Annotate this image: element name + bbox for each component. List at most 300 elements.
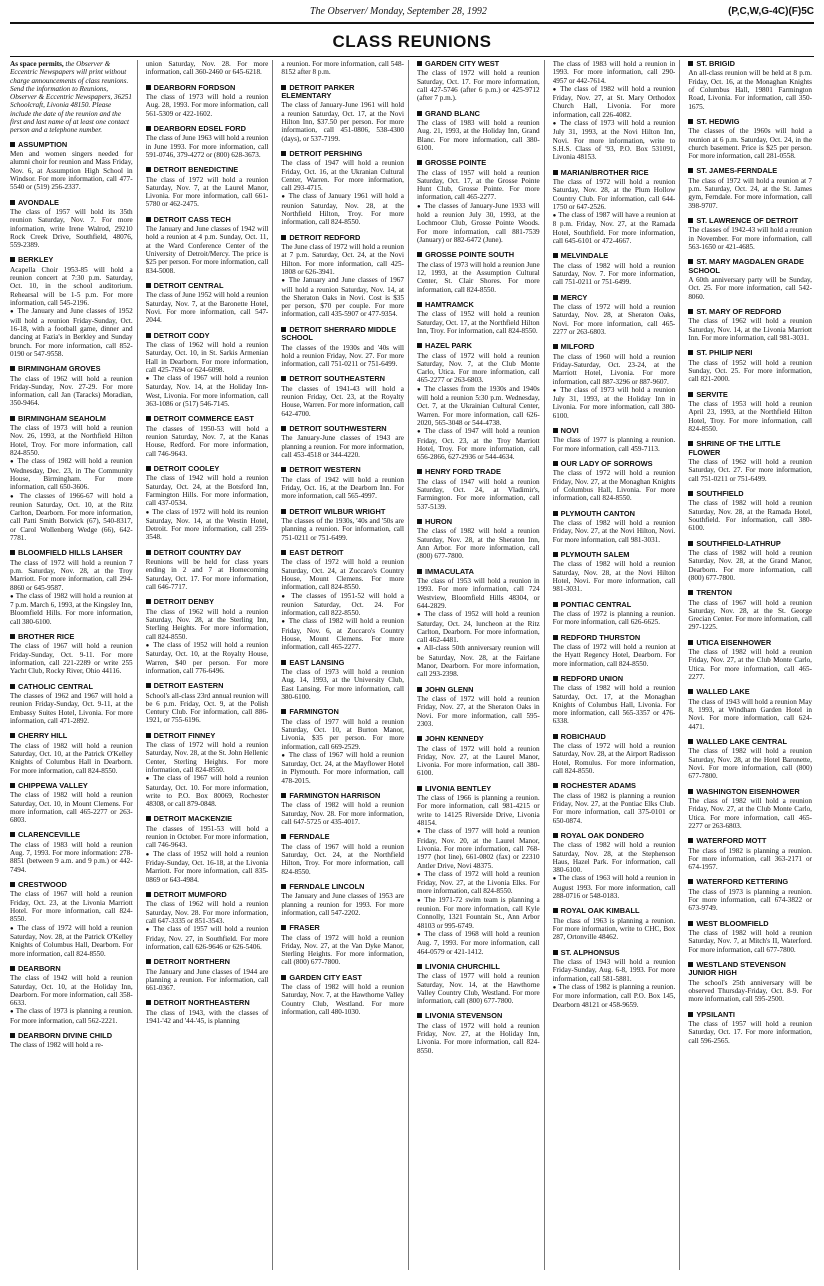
school-heading bbox=[688, 540, 812, 548]
reunion-detail: ● The class of 1957 will hold a reunion Friday, Nov. 27, in Southfield. For more information, call 626-9646 or 626-5406. bbox=[146, 925, 269, 951]
reunion-detail: The school's 25th anniversary will be observed Thursday-Friday, Oct. 8-9. For more information, call 595-2500. bbox=[688, 978, 812, 1004]
square-bullet-icon bbox=[281, 550, 286, 555]
reunion-detail: ● The class of 1973 will hold a reunion July 31, 1993, at the Novi Hilton Inn, Novi. For more information, write to S.H.S. Class of '93, P.O. Box 531091, Livonia 48153. bbox=[553, 119, 676, 161]
reunion-detail: The class of 1972 will hold a reunion Friday, Nov. 27, at the Sheraton Oaks in Novi. For more information, call 595-2303. bbox=[416, 694, 540, 728]
school-name: HAMTRAMCK bbox=[424, 299, 474, 309]
square-bullet-icon bbox=[417, 343, 422, 348]
school-heading bbox=[10, 1032, 133, 1040]
reunion-detail: The classes of the 1930s and '40s will hold a reunion Friday, Nov. 27. For more information, call 751-0211 or 751-6499. bbox=[281, 343, 404, 369]
reunion-entry bbox=[10, 365, 133, 408]
reunion-entry bbox=[10, 549, 133, 626]
square-bullet-icon bbox=[417, 687, 422, 692]
reunion-detail: The class of 1972 will hold a reunion Friday, Nov. 27, at the Monaghan Knights of Columbus Hall, Livonia. For more information, call 824-8550. bbox=[552, 469, 676, 503]
school-name: FRASER bbox=[289, 923, 320, 933]
reunion-detail: The January and June classes of 1944 are planning a reunion. For information, call 661-0367. bbox=[145, 967, 269, 993]
square-bullet-icon bbox=[553, 676, 558, 681]
reunion-detail: ● The class of 1947 will hold a reunion Friday, Oct. 23, at the Troy Marriott Hotel, Troy. For more information, call 656-2866, 627-2936 or 544-4634. bbox=[417, 427, 540, 461]
school-heading bbox=[10, 365, 133, 373]
reunion-detail: Men and women singers needed for alumni choir for reunion and Mass Friday, Nov. 6, at Assumption High School in Windsor. For more information, call 477-5540 or (519) 256-2337. bbox=[10, 150, 133, 192]
reunion-entry bbox=[10, 1032, 133, 1050]
square-bullet-icon bbox=[688, 309, 693, 314]
school-heading bbox=[688, 920, 812, 928]
school-heading bbox=[688, 167, 812, 175]
school-heading bbox=[146, 815, 269, 823]
square-bullet-icon bbox=[688, 491, 693, 496]
school-name: GROSSE POINTE SOUTH bbox=[424, 250, 515, 260]
reunion-detail: The class of 1962 will hold a reunion Saturday, Nov. 28. For more information, call 647-3335 or 851-3543. bbox=[145, 900, 269, 925]
school-name: DETROIT MACKENZIE bbox=[153, 814, 233, 824]
school-heading bbox=[281, 150, 404, 158]
reunion-entry bbox=[417, 342, 540, 461]
school-name: SOUTHFIELD bbox=[696, 488, 744, 498]
reunion-detail: The class of 1943 will hold a reunion May 8, 1993, at Windham Garden Hotel in Novi. For more information, call 624-4471. bbox=[688, 697, 812, 731]
school-name: MARIAN/BROTHER RICE bbox=[560, 167, 649, 177]
square-bullet-icon bbox=[10, 882, 15, 887]
school-name: DETROIT REDFORD bbox=[289, 232, 361, 242]
square-bullet-icon bbox=[10, 832, 15, 837]
school-name: SERVITE bbox=[696, 389, 728, 399]
reunion-entry bbox=[281, 792, 404, 826]
square-bullet-icon bbox=[10, 366, 15, 371]
school-heading bbox=[281, 425, 404, 433]
square-bullet-icon bbox=[688, 259, 693, 264]
reunion-entry bbox=[281, 60, 404, 77]
reunion-detail: The class of 1983 will hold a reunion Aug. 21, 1993, at the Holiday Inn, Grand Blanc. For more information, call 380-6100. bbox=[416, 119, 540, 152]
school-name: ST. JAMES-FERNDALE bbox=[696, 166, 778, 176]
school-name: CHERRY HILL bbox=[18, 731, 68, 741]
reunion-detail: The January and June classes of 1942 will hold a reunion at 4 p.m. Sunday, Oct. 11, at the Ward Conference Center of the University of Detroit/Mercy. The price is $25 per person. For more information, call 834-5008. bbox=[145, 225, 269, 275]
reunion-detail: The class of 1962 will hold a reunion Saturday, Oct. 10, in St. Sarkis Armenian Hall in Dearborn. For more information, call 425-7694 or 624-6098. bbox=[145, 340, 269, 374]
reunion-detail: ● The class of 1973 is planning a reunion. For more information, call 562-2221. bbox=[10, 1007, 133, 1025]
square-bullet-icon bbox=[146, 892, 151, 897]
reunion-entry bbox=[417, 963, 540, 1006]
school-heading bbox=[553, 782, 676, 790]
reunion-columns bbox=[10, 60, 816, 1270]
school-name: WALLED LAKE CENTRAL bbox=[696, 736, 788, 746]
school-heading bbox=[688, 589, 812, 597]
school-heading bbox=[417, 110, 540, 118]
reunion-detail: The class of 1982 will hold a reunion Saturday, Oct. 10, in Mount Clemens. For more information, call 465-2277 or 263-6803. bbox=[10, 791, 133, 825]
school-heading bbox=[553, 510, 676, 518]
reunion-entry bbox=[10, 633, 133, 676]
school-heading bbox=[417, 568, 540, 576]
reunion-entry bbox=[146, 682, 269, 725]
reunion-entry bbox=[10, 256, 133, 358]
school-heading bbox=[146, 332, 269, 340]
reunion-detail: ● The January and June classes of 1967 will hold a reunion Saturday, Nov. 14, at the Sheraton Oaks in Novi. Cost is $35 per person, $70 per couple. For more information, call 435-5907 or 477-9354. bbox=[281, 276, 404, 318]
square-bullet-icon bbox=[417, 736, 422, 741]
column-1 bbox=[10, 60, 138, 1270]
reunion-detail: The classes of 1951-53 will hold a reunion in October. For more information, call 746-9643. bbox=[145, 824, 269, 850]
reunion-entry bbox=[281, 508, 404, 542]
school-heading bbox=[146, 598, 269, 606]
column-5 bbox=[553, 60, 681, 1270]
school-heading bbox=[146, 549, 269, 557]
reunion-entry bbox=[553, 169, 676, 246]
school-name: ST. MARY MAGDALEN GRADE SCHOOL bbox=[688, 257, 804, 275]
reunion-detail: The class of 1963 is planning a reunion. For more information, write to CHC, Box 287, Ortonville 48462. bbox=[552, 916, 676, 942]
reunion-entry bbox=[146, 60, 269, 77]
reunion-detail: The class of 1977 will hold a reunion Saturday, Oct. 10, at Burton Manor, Livonia, $35 per person. For more information, call 669-2529. bbox=[281, 717, 404, 751]
school-name: CATHOLIC CENTRAL bbox=[18, 681, 93, 691]
reunion-detail: Reunions will be held for class years ending in 2 and 7 at Homecoming Saturday, Oct. 17. For more information, call 646-7717. bbox=[145, 558, 269, 592]
square-bullet-icon bbox=[417, 302, 422, 307]
square-bullet-icon bbox=[281, 85, 286, 90]
school-name: ST. PHILIP NERI bbox=[696, 348, 753, 358]
reunion-entry bbox=[146, 815, 269, 883]
school-name: WASHINGTON EISENHOWER bbox=[696, 786, 800, 796]
reunion-entry bbox=[146, 332, 269, 409]
school-name: DETROIT BENEDICTINE bbox=[153, 165, 239, 175]
reunion-detail: The classes of 1962 and 1967 will hold a reunion Friday-Sunday, Oct. 9-11, at the Embassy Suites Hotel, Livonia. For more information, call 471-2892. bbox=[10, 692, 133, 725]
reunion-entry bbox=[146, 891, 269, 951]
square-bullet-icon bbox=[146, 1000, 151, 1005]
school-heading bbox=[688, 308, 812, 316]
school-name: DETROIT NORTHEASTERN bbox=[153, 998, 250, 1008]
reunion-entry bbox=[553, 675, 676, 726]
column-2 bbox=[146, 60, 274, 1270]
square-bullet-icon bbox=[10, 1033, 15, 1038]
reunion-entry bbox=[688, 788, 812, 831]
reunion-entry bbox=[553, 733, 676, 776]
school-heading bbox=[146, 166, 269, 174]
square-bullet-icon bbox=[417, 786, 422, 791]
reunion-entry bbox=[688, 60, 812, 111]
square-bullet-icon bbox=[281, 709, 286, 714]
reunion-entry bbox=[10, 881, 133, 958]
school-name: CRESTWOOD bbox=[18, 880, 67, 890]
square-bullet-icon bbox=[10, 416, 15, 421]
edition-code: (P,C,W,G-4C)(F)5C bbox=[728, 6, 814, 17]
reunion-detail: ● The January and June classes of 1952 will hold a reunion Friday-Sunday, Oct. 16-18, with a football game, dinner and dancing at Fazia's in Berkley and Sunday brunch. For more information, call 852-0190 or 547-9558. bbox=[10, 307, 133, 358]
school-name: DETROIT COOLEY bbox=[153, 463, 220, 473]
school-name: WEST BLOOMFIELD bbox=[696, 918, 769, 928]
school-name: REDFORD THURSTON bbox=[560, 632, 641, 642]
intro-notice bbox=[10, 60, 133, 135]
reunion-detail: ● The class of 1967 will hold a reunion Saturday, Oct. 10. For more information, write to P.O. Box 80069, Rochester 48308, or call 879-0848. bbox=[146, 774, 269, 808]
reunion-entry bbox=[688, 639, 812, 682]
reunion-detail: The classes of 1942-43 will hold a reunion in November. For more information, call 563-1650 or 421-4685. bbox=[688, 226, 812, 252]
square-bullet-icon bbox=[688, 640, 693, 645]
reunion-detail: The class of 1982 is planning a reunion. For more information, call 363-2171 or 674-1957. bbox=[688, 846, 812, 872]
reunion-detail: The class of 1982 will hold a reunion Friday, Nov. 27, at the Novi Hilton, Novi. For more information, call 981-3031. bbox=[552, 519, 676, 544]
reunion-detail: ● The class of 1967 will hold a reunion Saturday, Nov. 14, at the Holiday Inn-West, Livonia. For more information, call 363-1086 or (517) 546-7145. bbox=[146, 374, 269, 408]
school-heading bbox=[688, 878, 812, 886]
reunion-entry bbox=[146, 84, 269, 118]
reunion-detail: The class of 1972 will hold a reunion Saturday, Nov. 28, at the Airport Radisson Hotel, Romulus. For more information, call 824-8550. bbox=[552, 742, 676, 775]
school-name: GRAND BLANC bbox=[424, 108, 480, 118]
school-name: GARDEN CITY WEST bbox=[424, 60, 500, 68]
school-heading bbox=[146, 682, 269, 690]
reunion-detail: ● The class of 1987 will have a reunion at 8 p.m. Friday, Nov. 27, at the Ramada Hotel, Southfield. For more information, call 645-6101 or 472-4667. bbox=[553, 211, 676, 245]
square-bullet-icon bbox=[688, 168, 693, 173]
school-heading bbox=[281, 659, 404, 667]
reunion-detail: The class of 1977 is planning a reunion. For more information, call 459-7113. bbox=[552, 436, 676, 453]
school-heading bbox=[553, 427, 676, 435]
square-bullet-icon bbox=[553, 295, 558, 300]
school-name: DETROIT CODY bbox=[153, 330, 210, 340]
square-bullet-icon bbox=[281, 975, 286, 980]
reunion-detail: The class of 1972 will hold a reunion Saturday, Oct. 24, at Zuccaro's Country House, Mount Clemens. For more information, call 824-8550. bbox=[281, 558, 404, 592]
school-name: DETROIT SHERRARD MIDDLE SCHOOL bbox=[281, 324, 397, 343]
school-name: LIVONIA STEVENSON bbox=[424, 1011, 503, 1021]
reunion-entry bbox=[417, 251, 540, 294]
reunion-detail: The class of 1972 will hold a reunion 7 p.m. Saturday, Nov. 28, at the Troy Marriott. For more information, call 294-8860 or 645-9587. bbox=[10, 558, 133, 592]
school-heading bbox=[281, 792, 404, 800]
school-heading bbox=[281, 375, 404, 383]
reunion-entry bbox=[688, 738, 812, 781]
square-bullet-icon bbox=[417, 252, 422, 257]
school-name: WATERFORD MOTT bbox=[696, 836, 767, 846]
square-bullet-icon bbox=[281, 327, 286, 332]
school-heading bbox=[553, 634, 676, 642]
reunion-entry bbox=[417, 301, 540, 335]
reunion-detail: ● The class of 1972 will hold a reunion Saturday, Nov. 28, at the Patrick O'Kelley Knights of Columbus Hall, Dearborn. For more information, call 824-8550. bbox=[10, 924, 133, 958]
square-bullet-icon bbox=[553, 428, 558, 433]
reunion-entry bbox=[417, 60, 540, 103]
school-heading bbox=[281, 234, 404, 242]
square-bullet-icon bbox=[688, 392, 693, 397]
reunion-entry bbox=[553, 294, 676, 337]
square-bullet-icon bbox=[417, 61, 422, 66]
reunion-detail: The class of 1967 will hold a reunion Friday, Oct. 23, at the Livonia Marriott Hotel. For more information, call 824-8550. bbox=[10, 890, 133, 924]
school-name: BROTHER RICE bbox=[18, 632, 75, 642]
square-bullet-icon bbox=[688, 921, 693, 926]
school-heading bbox=[417, 301, 540, 309]
reunion-detail: The class of 1982 will hold a re- bbox=[10, 1041, 104, 1050]
reunion-detail: The class of 1942 will hold a reunion Saturday, Oct. 10, at the Holiday Inn, Dearborn. For more information, call 358-6633. bbox=[10, 974, 133, 1008]
reunion-detail: The class of 1982 will hold a reunion Saturday, Nov. 28. For more information, call 647-5725 or 435-4017. bbox=[281, 801, 404, 826]
reunion-detail: The classes of 1950-53 will hold a reunion Saturday, Nov. 7, at the Kanas House, Redford. For more information, call 746-9643. bbox=[145, 424, 269, 458]
reunion-detail: The class of 1982 is planning a reunion Friday, Nov. 27, at the Pontiac Elks Club. For more information, call 375-0101 or 650-0874. bbox=[552, 791, 676, 825]
headline-rule bbox=[10, 56, 814, 57]
school-name: DETROIT COUNTRY DAY bbox=[153, 547, 242, 557]
reunion-entry bbox=[688, 118, 812, 161]
school-name: FERNDALE LINCOLN bbox=[289, 881, 365, 891]
page-title: CLASS REUNIONS bbox=[332, 32, 492, 51]
top-rule bbox=[10, 22, 814, 24]
square-bullet-icon bbox=[281, 793, 286, 798]
publication-line: The Observer/ Monday, September 28, 1992 bbox=[310, 6, 487, 17]
square-bullet-icon bbox=[688, 350, 693, 355]
intro-lead: As space permits, bbox=[10, 60, 64, 68]
school-heading bbox=[688, 391, 812, 399]
reunion-detail: The class of 1973 will hold a reunion Nov. 26, 1993, at the Northfield Hilton Hotel, Troy. For more information, call 824-8550. bbox=[10, 424, 133, 458]
reunion-entry bbox=[688, 589, 812, 632]
reunion-detail: ● The class of 1982 will hold a reunion Friday, Nov. 27, at St. Mary Orthodox Church Hall, Livonia. For more information, call 226-4082. bbox=[553, 85, 676, 119]
square-bullet-icon bbox=[553, 511, 558, 516]
school-heading bbox=[553, 252, 676, 260]
reunion-entry bbox=[553, 427, 676, 453]
square-bullet-icon bbox=[553, 783, 558, 788]
school-name: DEARBORN DIVINE CHILD bbox=[18, 1031, 113, 1040]
reunion-detail: ● The class of 1952 will hold a reunion Friday-Sunday, Oct. 16-18, at the Livonia Marriott. For more information, call 835-0869 or 643-4984. bbox=[146, 850, 269, 884]
school-name: UTICA EISENHOWER bbox=[696, 637, 772, 647]
school-name: MELVINDALE bbox=[560, 251, 609, 261]
reunion-entry bbox=[688, 1011, 812, 1045]
school-heading bbox=[10, 782, 133, 790]
reunion-detail: The class of 1972 will hold a reunion Saturday, Nov. 28, at Sheraton Oaks, Novi. For more information, call 465-2277 or 263-6803. bbox=[552, 303, 676, 336]
square-bullet-icon bbox=[688, 119, 693, 124]
school-heading bbox=[417, 60, 540, 68]
school-name: ASSUMPTION bbox=[18, 139, 68, 149]
school-name: DETROIT SOUTHEASTERN bbox=[289, 374, 385, 384]
school-name: DETROIT EASTERN bbox=[153, 681, 224, 691]
square-bullet-icon bbox=[553, 635, 558, 640]
reunion-entry bbox=[281, 974, 404, 1017]
masthead bbox=[10, 6, 814, 20]
school-name: OUR LADY OF SORROWS bbox=[560, 459, 653, 469]
column-4 bbox=[417, 60, 545, 1270]
reunion-detail: The class of 1957 will hold its 35th reunion Saturday, Nov. 7. For more information, write Irene Walrod, 29210 Rock Creek Drive, Southfield, 48076, 559-2389. bbox=[10, 207, 133, 250]
school-heading bbox=[688, 258, 812, 275]
school-heading bbox=[553, 294, 676, 302]
school-heading bbox=[417, 159, 540, 167]
square-bullet-icon bbox=[688, 789, 693, 794]
reunion-detail: ● The class of 1982 will hold a reunion Friday, Nov. 6, at Zuccaro's Country House, Mount Clemens. For more information, call 465-2277. bbox=[281, 617, 404, 651]
reunion-entry bbox=[417, 785, 540, 956]
square-bullet-icon bbox=[10, 550, 15, 555]
school-name: EAST LANSING bbox=[289, 657, 345, 667]
school-heading bbox=[553, 551, 676, 559]
reunion-detail: The class of 1972 will hold a reunion Friday, Nov. 27, at the Laurel Manor, Livonia. For more information, call 380-6100. bbox=[416, 744, 540, 778]
school-heading bbox=[10, 831, 133, 839]
reunion-entry bbox=[281, 425, 404, 459]
reunion-entry bbox=[553, 601, 676, 627]
reunion-detail: The class of 1977 will hold a reunion Saturday, Nov. 14, at the Hawthorne Valley Country Club, Westland. For more information, call (800) 677-7800. bbox=[416, 972, 540, 1006]
school-name: BIRMINGHAM SEAHOLM bbox=[18, 413, 106, 423]
reunion-detail: The class of 1957 will hold a reunion Saturday, Oct. 17, at the Grosse Pointe Hunt Club, Grosse Pointe. For more information, call 465-2277. bbox=[416, 168, 540, 202]
reunion-detail: The January and June classes of 1953 are planning a reunion for 1993. For more information, call 547-2202. bbox=[281, 892, 404, 917]
reunion-detail: ● The class of 1973 will hold a reunion July 31, 1993, at the Holiday Inn in Livonia. For more information, call 380-6100. bbox=[553, 386, 676, 420]
square-bullet-icon bbox=[688, 1012, 693, 1017]
reunion-detail: ● The class of 1972 will hold its reunion Saturday, Nov. 14, at the Westin Hotel, Detroit. For more information, call 259-3548. bbox=[146, 508, 269, 542]
reunion-detail: A 60th anniversary party will be Sunday, Oct. 25. For more information, call 542-8060. bbox=[688, 276, 812, 301]
school-name: FERNDALE bbox=[289, 832, 330, 842]
reunion-entry bbox=[553, 832, 676, 900]
square-bullet-icon bbox=[281, 925, 286, 930]
school-name: FARMINGTON bbox=[289, 707, 339, 717]
school-name: ROYAL OAK KIMBALL bbox=[560, 906, 640, 916]
school-name: ST. ALPHONSUS bbox=[560, 947, 620, 957]
square-bullet-icon bbox=[688, 879, 693, 884]
reunion-entry bbox=[688, 688, 812, 731]
reunion-detail: ● The class of 1952 will hold a reunion Saturday, Oct. 24, luncheon at the Ritz Carlton, Dearborn. For more information, call 462-4481. bbox=[417, 610, 540, 644]
column-3 bbox=[281, 60, 409, 1270]
reunion-entry bbox=[146, 958, 269, 992]
school-name: DETROIT PARKER ELEMENTARY bbox=[281, 82, 355, 100]
reunion-entry bbox=[10, 965, 133, 1025]
reunion-detail: ● The class of 1972 will hold a reunion Friday, Nov. 27, at the Livonia Elks. For more information, call 824-8550. bbox=[417, 870, 540, 896]
school-heading bbox=[553, 601, 676, 609]
reunion-detail: a reunion. For more information, call 548-8152 after 8 p.m. bbox=[281, 60, 404, 77]
reunion-detail: The class of 1962 will hold a reunion Saturday, Nov. 28, at the Sterling Inn, Sterling Heights. For more information, call 824-8550. bbox=[145, 607, 269, 641]
square-bullet-icon bbox=[688, 838, 693, 843]
reunion-detail: The class of 1983 will hold a reunion in 1993. For more information, call 290-4957 or 442-7614. bbox=[552, 60, 676, 85]
reunion-entry bbox=[688, 349, 812, 383]
reunion-entry bbox=[688, 167, 812, 210]
square-bullet-icon bbox=[281, 509, 286, 514]
school-heading bbox=[688, 639, 812, 647]
square-bullet-icon bbox=[146, 283, 151, 288]
square-bullet-icon bbox=[688, 590, 693, 595]
school-heading bbox=[688, 788, 812, 796]
reunion-detail: ● The 1971-72 swim team is planning a reunion. For more information, call Kyle Connolly, 1321 Fountain St., Ann Arbor 48103 or 995-6749. bbox=[417, 896, 540, 930]
reunion-detail: The class of 1982 will hold a reunion Saturday, Nov. 28, at the Ramada Hotel, Southfield. For information, call 380-6100. bbox=[688, 499, 812, 533]
reunion-entry bbox=[10, 831, 133, 874]
reunion-entry bbox=[281, 549, 404, 652]
reunion-detail: ● The class of 1982 will hold a reunion Wednesday, Dec. 23, in The Community House, Birmingham. For more information, call 650-3606. bbox=[10, 457, 133, 491]
reunion-entry bbox=[688, 540, 812, 583]
reunion-detail: The class of 1972 will hold a reunion Friday, Nov. 27, at the Holiday Inn, Livonia. For more information, call 824-8550. bbox=[416, 1021, 540, 1055]
square-bullet-icon bbox=[10, 200, 15, 205]
square-bullet-icon bbox=[417, 569, 422, 574]
school-heading bbox=[281, 549, 404, 557]
reunion-detail: The class of 1982 will hold a reunion Saturday, Oct. 10, at the Patrick O'Kelley Knights of Columbus Hall in Dearborn. For more information, call 824-8550. bbox=[10, 741, 133, 775]
reunion-entry bbox=[417, 518, 540, 561]
reunion-detail: The class of 1982 will hold a reunion Saturday, Nov. 7, at the Hawthorne Valley Country Club, Westland. For more information, call 480-1030. bbox=[281, 983, 404, 1017]
school-heading bbox=[417, 735, 540, 743]
reunion-detail: The class of 1982 will hold a reunion Saturday, Nov. 7, at Mitch's II, Waterford. For more information, call 677-7800. bbox=[688, 929, 812, 954]
reunion-detail: The class of 1962 will hold a reunion Friday-Sunday, Nov. 27-29. For more information, call Jan (Taracks) Moradian, 350-9464. bbox=[10, 374, 133, 408]
reunion-entry bbox=[281, 84, 404, 143]
reunion-detail: The class of 1972 will hold a reunion Saturday, Nov. 7, at the Club Monte Carlo, Utica. For more information, call 465-2277 or 263-6803. bbox=[416, 351, 540, 385]
reunion-entry bbox=[553, 907, 676, 941]
square-bullet-icon bbox=[417, 111, 422, 116]
reunion-entry bbox=[553, 460, 676, 503]
school-heading bbox=[10, 633, 133, 641]
square-bullet-icon bbox=[417, 519, 422, 524]
school-heading bbox=[10, 881, 133, 889]
square-bullet-icon bbox=[553, 170, 558, 175]
reunion-detail: The class of 1972 will hold a reunion Saturday, Nov. 28, at the Plum Hollow Country Club. For information, call 644-1750 or 647-2526. bbox=[552, 177, 676, 211]
school-name: NOVI bbox=[560, 426, 579, 436]
square-bullet-icon bbox=[146, 733, 151, 738]
reunion-entry bbox=[281, 708, 404, 785]
school-heading bbox=[688, 440, 812, 457]
reunion-entry bbox=[417, 159, 540, 244]
school-heading bbox=[10, 683, 133, 691]
reunion-entry bbox=[146, 549, 269, 592]
school-heading bbox=[281, 326, 404, 343]
square-bullet-icon bbox=[688, 441, 693, 446]
school-heading bbox=[417, 342, 540, 350]
school-name: ST. LAWRENCE OF DETROIT bbox=[696, 216, 799, 226]
intro-text: the Observer & Eccentric Newspapers will print without charge announcements of class reunions. Send the information to Reunions, Observer & Eccentric Newspapers, 36251 Schoolcraft, Livonia 48150. Please include the date of the reunion and the first and last name of at least one contact person and a telephone number. bbox=[10, 60, 132, 135]
reunion-entry bbox=[417, 568, 540, 679]
reunion-detail: The class of 1947 will hold a reunion Saturday, Oct. 24, at Vladimir's, Farmington. For more information, call 537-5139. bbox=[416, 477, 540, 511]
reunion-detail: ● The classes of 1966-67 will hold a reunion Saturday, Oct. 10, at the Ritz Carlton, Dearborn. For more information, call Patti Smith Botwick (67), 540-8317, or Carol Wollenberg Wedge (66), 642-7781. bbox=[10, 492, 133, 543]
square-bullet-icon bbox=[281, 467, 286, 472]
school-heading bbox=[688, 837, 812, 845]
school-name: DEARBORN EDSEL FORD bbox=[153, 123, 246, 133]
square-bullet-icon bbox=[688, 61, 693, 66]
school-heading bbox=[10, 415, 133, 423]
square-bullet-icon bbox=[688, 962, 693, 967]
school-heading bbox=[10, 732, 133, 740]
school-name: DETROIT MUMFORD bbox=[153, 889, 227, 899]
school-heading bbox=[417, 1012, 540, 1020]
square-bullet-icon bbox=[281, 376, 286, 381]
school-name: DETROIT WESTERN bbox=[289, 465, 361, 475]
school-heading bbox=[281, 84, 404, 101]
reunion-entry bbox=[688, 391, 812, 434]
reunion-detail: The class of 1973 is planning a reunion. For more information, call 674-3822 or 673-9749. bbox=[688, 887, 812, 913]
reunion-detail: The class of 1982 will hold a reunion Saturday, Nov. 28, at the Hotel Baronette, Novi. For more information, call (800) 677-7800. bbox=[688, 747, 812, 781]
school-heading bbox=[146, 415, 269, 423]
square-bullet-icon bbox=[688, 739, 693, 744]
school-heading bbox=[553, 169, 676, 177]
